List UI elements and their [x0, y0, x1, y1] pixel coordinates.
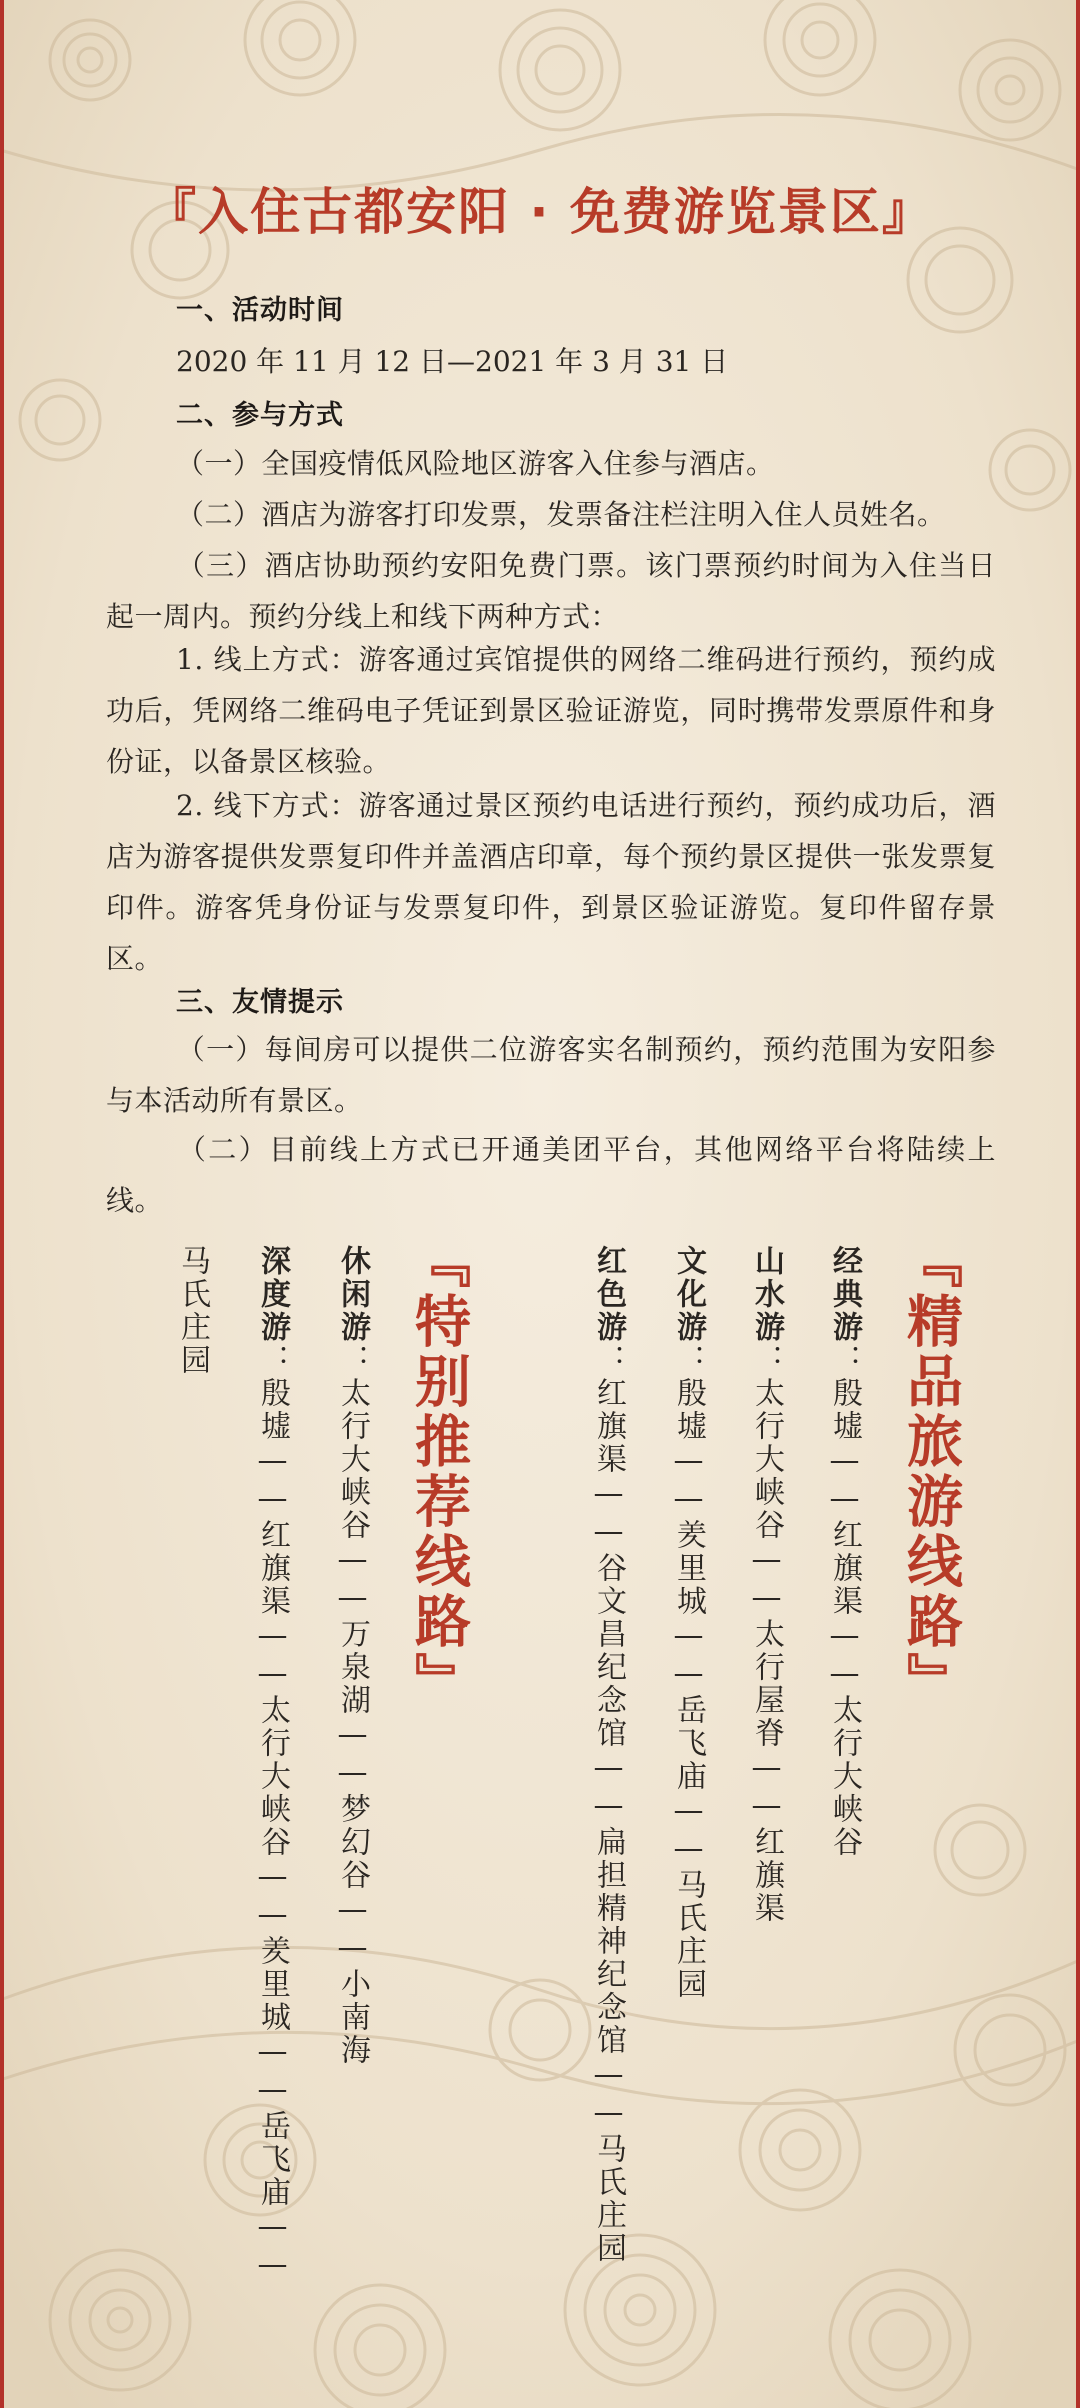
section-heading-activity-time: 一、活动时间: [176, 295, 344, 326]
premium-routes-heading: 『精品旅游线路』: [898, 1232, 963, 1712]
online-method: 1. 线上方式：游客通过宾馆提供的网络二维码进行预约，预约成功后，凭网络二维码电子凭证到景区验证游览，同时携带发票原件和身份证，以备景区核验。: [106, 643, 996, 778]
section-heading-tips: 三、友情提示: [176, 987, 344, 1018]
route-red: 红色游：红旗渠——谷文昌纪念馆——扁担精神纪念馆——马氏庄园: [591, 1245, 626, 2265]
section-heading-participation: 二、参与方式: [176, 400, 344, 431]
route-landscape: 山水游：太行大峡谷——太行屋脊——红旗渠: [749, 1245, 784, 1925]
route-indepth: 深度游：殷墟——红旗渠——太行大峡谷——羑里城——岳飞庙——: [255, 1245, 290, 2285]
offline-method: 2. 线下方式：游客通过景区预约电话进行预约，预约成功后，酒店为游客提供发票复印件并盖酒店印章，每个预约景区提供一张发票复印件。游客凭身份证与发票复印件，到景区验证游览。复印件留存景区。: [106, 789, 996, 975]
tip-1: （一）每间房可以提供二位游客实名制预约，预约范围为安阳参与本活动所有景区。: [106, 1033, 996, 1117]
route-culture: 文化游：殷墟——羑里城——岳飞庙——马氏庄园: [671, 1245, 706, 2001]
participation-item-3: （三）酒店协助预约安阳免费门票。该门票预约时间为入住当日起一周内。预约分线上和线下两种方式：: [106, 549, 996, 633]
participation-item-1: （一）全国疫情低风险地区游客入住参与酒店。: [176, 447, 775, 480]
tip-2: （二）目前线上方式已开通美团平台，其他网络平台将陆续上线。: [106, 1133, 996, 1217]
activity-date-range: 2020 年 11 月 12 日—2021 年 3 月 31 日: [176, 345, 729, 378]
page-title: 『入住古都安阳 · 免费游览景区』: [146, 183, 934, 241]
special-routes-heading: 『特别推荐线路』: [406, 1232, 471, 1712]
participation-item-2: （二）酒店为游客打印发票，发票备注栏注明入住人员姓名。: [176, 498, 946, 531]
route-classic: 经典游：殷墟——红旗渠——太行大峡谷: [827, 1245, 862, 1859]
route-leisure: 休闲游：太行大峡谷——万泉湖——梦幻谷——小南海: [335, 1245, 370, 2067]
route-indepth-continuation: 马氏庄园: [175, 1245, 210, 1377]
